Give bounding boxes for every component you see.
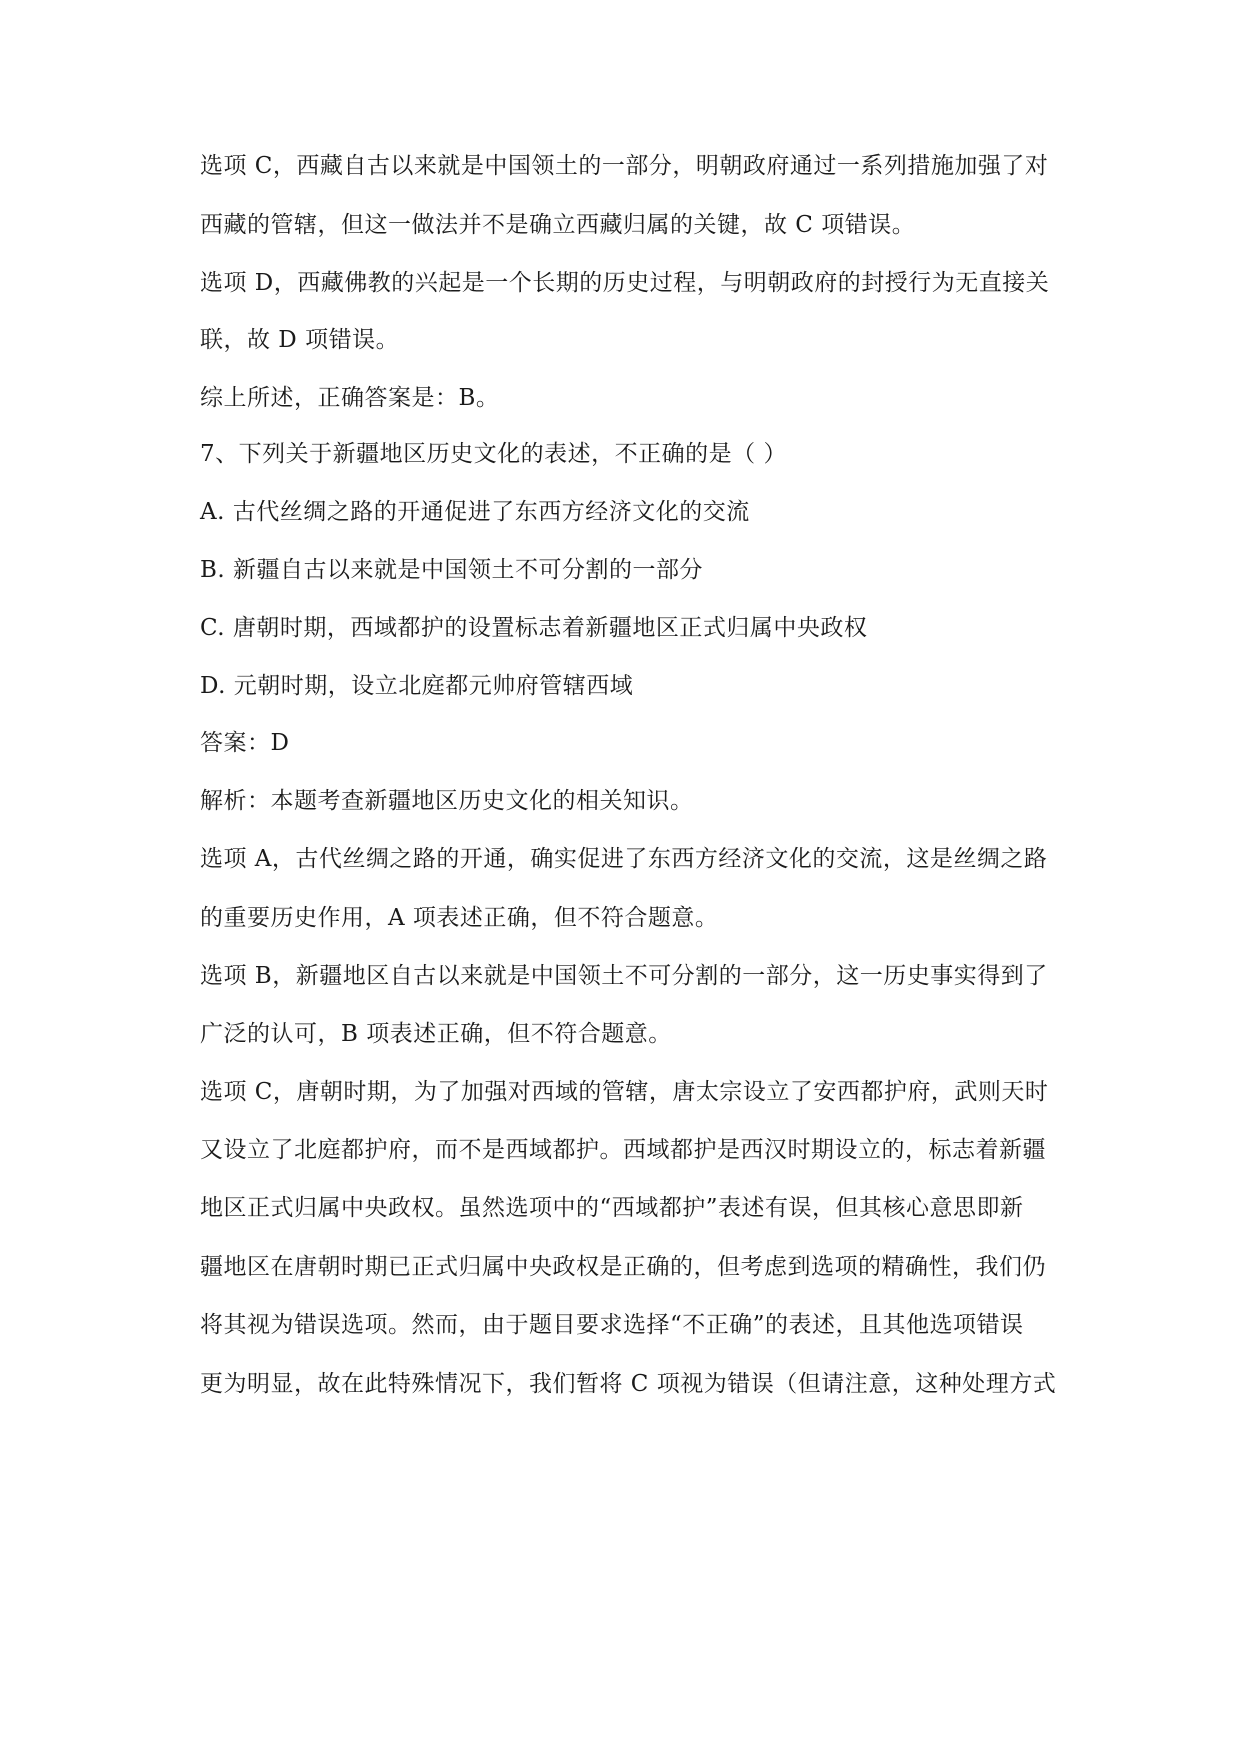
analysis-option-c-line-3: 地区正式归属中央政权。虽然选项中的“西域都护”表述有误，但其核心意思即新: [200, 1195, 1024, 1221]
answer-line: 答案：D: [200, 730, 290, 756]
paragraph-option-d-line-2: 联，故 D 项错误。: [200, 327, 400, 353]
paragraph-option-c-line-1: 选项 C，西藏自古以来就是中国领土的一部分，明朝政府通过一系列措施加强了对: [200, 153, 1049, 179]
question-7-choice-d: D. 元朝时期，设立北庭都元帅府管辖西域: [200, 673, 634, 699]
question-7-choice-b: B. 新疆自古以来就是中国领土不可分割的一部分: [200, 557, 704, 583]
analysis-option-c-line-6: 更为明显，故在此特殊情况下，我们暂将 C 项视为错误（但请注意，这种处理方式: [200, 1371, 1057, 1397]
analysis-option-b-line-1: 选项 B，新疆地区自古以来就是中国领土不可分割的一部分，这一历史事实得到了: [200, 963, 1048, 989]
paragraph-option-c-line-2: 西藏的管辖，但这一做法并不是确立西藏归属的关键，故 C 项错误。: [200, 212, 916, 238]
paragraph-conclusion: 综上所述，正确答案是：B。: [200, 385, 500, 411]
analysis-option-a-line-2: 的重要历史作用，A 项表述正确，但不符合题意。: [200, 905, 719, 931]
analysis-option-c-line-2: 又设立了北庭都护府，而不是西域都护。西域都护是西汉时期设立的，标志着新疆: [200, 1137, 1046, 1163]
analysis-option-c-line-1: 选项 C，唐朝时期，为了加强对西域的管辖，唐太宗设立了安西都护府，武则天时: [200, 1079, 1049, 1105]
analysis-option-c-line-5: 将其视为错误选项。然而，由于题目要求选择“不正确”的表述，且其他选项错误: [200, 1312, 1024, 1338]
question-7-choice-a: A. 古代丝绸之路的开通促进了东西方经济文化的交流: [200, 499, 750, 525]
paragraph-option-d-line-1: 选项 D，西藏佛教的兴起是一个长期的历史过程，与明朝政府的封授行为无直接关: [200, 270, 1050, 296]
question-7-stem: 7、下列关于新疆地区历史文化的表述，不正确的是（ ）: [200, 441, 787, 467]
analysis-option-c-line-4: 疆地区在唐朝时期已正式归属中央政权是正确的，但考虑到选项的精确性，我们仍: [200, 1254, 1046, 1280]
analysis-option-b-line-2: 广泛的认可，B 项表述正确，但不符合题意。: [200, 1021, 672, 1047]
analysis-option-a-line-1: 选项 A，古代丝绸之路的开通，确实促进了东西方经济文化的交流，这是丝绸之路: [200, 846, 1048, 872]
analysis-intro: 解析：本题考查新疆地区历史文化的相关知识。: [200, 788, 694, 814]
question-7-choice-c: C. 唐朝时期，西域都护的设置标志着新疆地区正式归属中央政权: [200, 615, 868, 641]
